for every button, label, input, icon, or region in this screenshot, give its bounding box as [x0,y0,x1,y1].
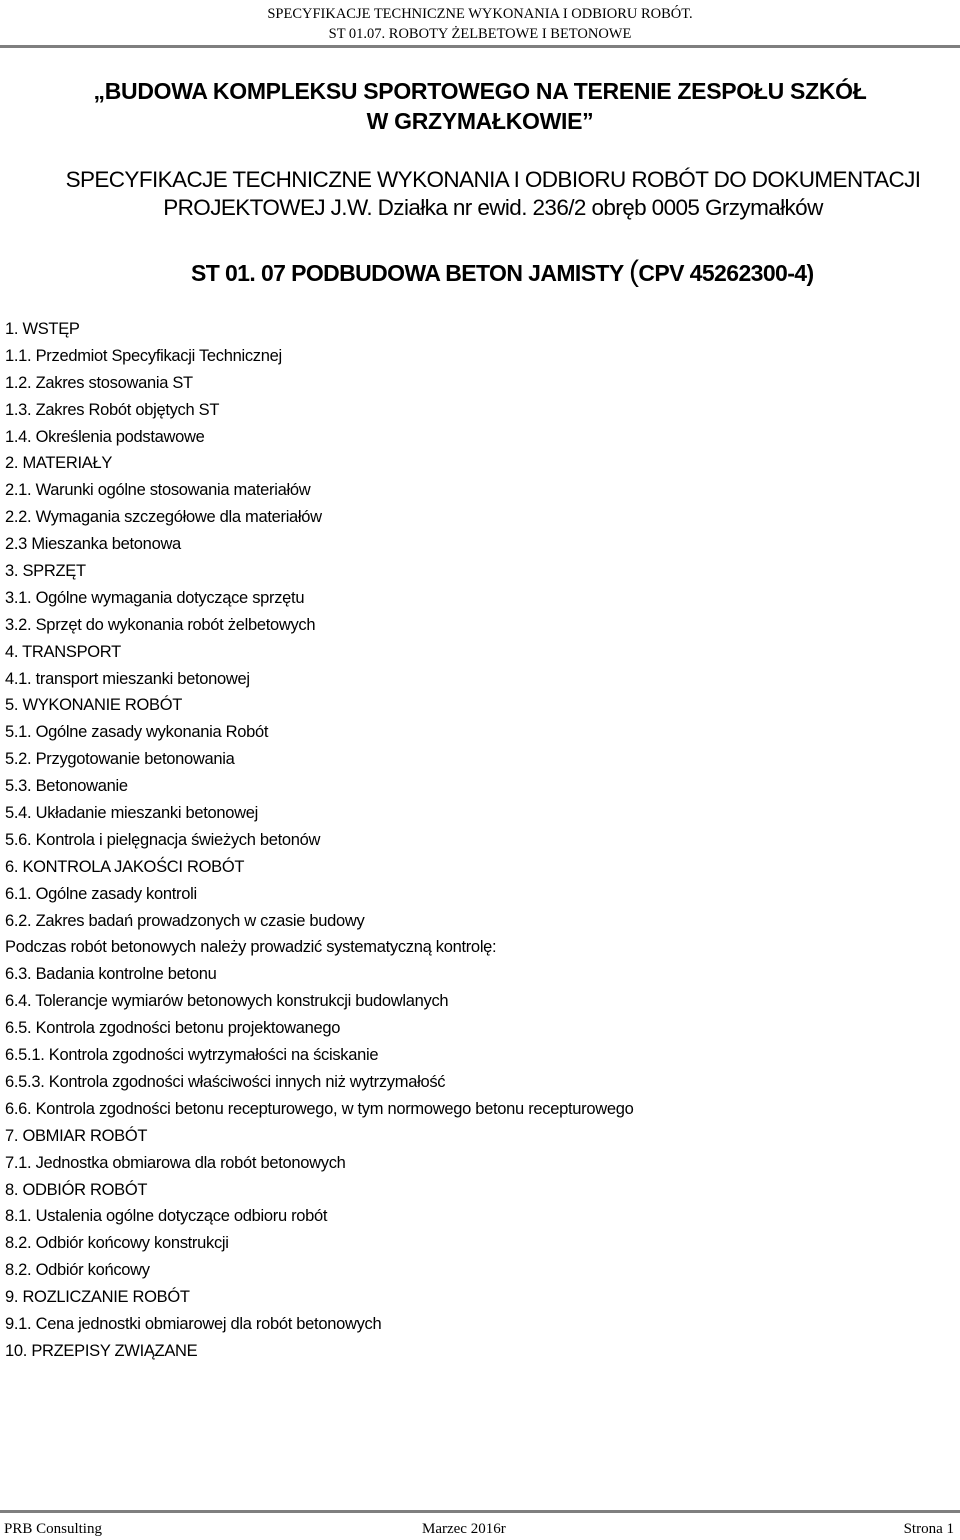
spec-line-1: SPECYFIKACJE TECHNICZNE WYKONANIA I ODBIORU ROBÓT DO DOKUMENTACJI [65,167,921,192]
toc-item: 9.1. Cena jednostki obmiarowej dla robót betonowych [5,1314,382,1333]
title-line-1: „BUDOWA KOMPLEKSU SPORTOWEGO NA TERENIE ZESPOŁU SZKÓŁ [93,78,867,104]
st-title-paren: ( [629,255,639,288]
specification-subtitle [0,166,960,222]
toc-item: 5.6. Kontrola i pielęgnacja świeżych betonów [5,830,321,849]
toc-item: 7. OBMIAR ROBÓT [5,1126,148,1145]
toc-item: Podczas robót betonowych należy prowadzić systematyczną kontrolę: [5,938,497,957]
toc-item: 6.6. Kontrola zgodności betonu recepturowego, w tym normowego betonu recepturowego [5,1099,634,1118]
toc-item: 5.1. Ogólne zasady wykonania Robót [5,723,269,742]
toc-item: 3. SPRZĘT [5,562,86,581]
footer-divider [0,1510,960,1513]
toc-item: 5.4. Układanie mieszanki betonowej [5,804,259,823]
toc-item: 5.3. Betonowanie [5,777,128,796]
toc-item: 6.3. Badania kontrolne betonu [5,965,217,984]
toc-item: 8.2. Odbiór końcowy konstrukcji [5,1234,229,1253]
toc-item: 6.5.1. Kontrola zgodności wytrzymałości na ściskanie [5,1046,379,1065]
toc-item: 1.2. Zakres stosowania ST [5,373,193,392]
toc-item: 8. ODBIÓR ROBÓT [5,1180,148,1199]
toc-item: 8.1. Ustalenia ogólne dotyczące odbioru robót [5,1207,328,1226]
toc-item: 1.1. Przedmiot Specyfikacji Technicznej [5,346,282,365]
toc-item: 2.3 Mieszanka betonowa [5,535,181,554]
toc-item: 4.1. transport mieszanki betonowej [5,669,250,688]
toc-item: 9. ROZLICZANIE ROBÓT [5,1288,190,1307]
page-footer [0,1518,960,1540]
toc-item: 2.1. Warunki ogólne stosowania materiałów [5,481,311,500]
toc-item: 6.4. Tolerancje wymiarów betonowych konstrukcji budowlanych [5,992,449,1011]
header-line-2: ST 01.07. ROBOTY ŻELBETOWE I BETONOWE [328,26,632,42]
title-line-2: W GRZYMAŁKOWIE” [366,108,594,134]
footer-date: Marzec 2016r [422,1521,506,1537]
toc-item: 8.2. Odbiór końcowy [5,1261,150,1280]
document-title [0,76,960,136]
toc-item: 3.1. Ogólne wymagania dotyczące sprzętu [5,588,305,607]
toc-item: 6.5.3. Kontrola zgodności właściwości innych niż wytrzymałość [5,1072,446,1091]
spec-line-2: PROJEKTOWEJ J.W. Działka nr ewid. 236/2 obręb 0005 Grzymałków [163,195,823,220]
toc-item: 2.2. Wymagania szczegółowe dla materiałów [5,508,322,527]
toc-item: 6. KONTROLA JAKOŚCI ROBÓT [5,857,245,876]
st-section-title [191,254,814,291]
footer-page-number: Strona 1 [903,1521,954,1537]
toc-item: 2. MATERIAŁY [5,454,113,473]
table-of-contents [5,316,633,1365]
header-divider [0,45,960,48]
page-header [0,4,960,44]
toc-item: 10. PRZEPISY ZWIĄZANE [5,1341,198,1360]
toc-item: 5. WYKONANIE ROBÓT [5,696,183,715]
toc-item: 6.2. Zakres badań prowadzonych w czasie budowy [5,911,365,930]
toc-item: 7.1. Jednostka obmiarowa dla robót betonowych [5,1153,346,1172]
header-line-1: SPECYFIKACJE TECHNICZNE WYKONANIA I ODBIORU ROBÓT. [267,6,693,22]
toc-item: 6.1. Ogólne zasady kontroli [5,884,197,903]
st-title-code: CPV 45262300-4) [638,260,814,286]
toc-item: 1. WSTĘP [5,320,80,338]
toc-item: 1.3. Zakres Robót objętych ST [5,400,220,419]
toc-item: 6.5. Kontrola zgodności betonu projektowanego [5,1019,341,1038]
footer-company: PRB Consulting [4,1521,102,1537]
toc-item: 1.4. Określenia podstawowe [5,427,205,446]
toc-item: 4. TRANSPORT [5,642,121,661]
st-title-main: ST 01. 07 PODBUDOWA BETON JAMISTY [191,260,629,286]
toc-item: 5.2. Przygotowanie betonowania [5,750,235,769]
toc-item: 3.2. Sprzęt do wykonania robót żelbetowych [5,615,316,634]
